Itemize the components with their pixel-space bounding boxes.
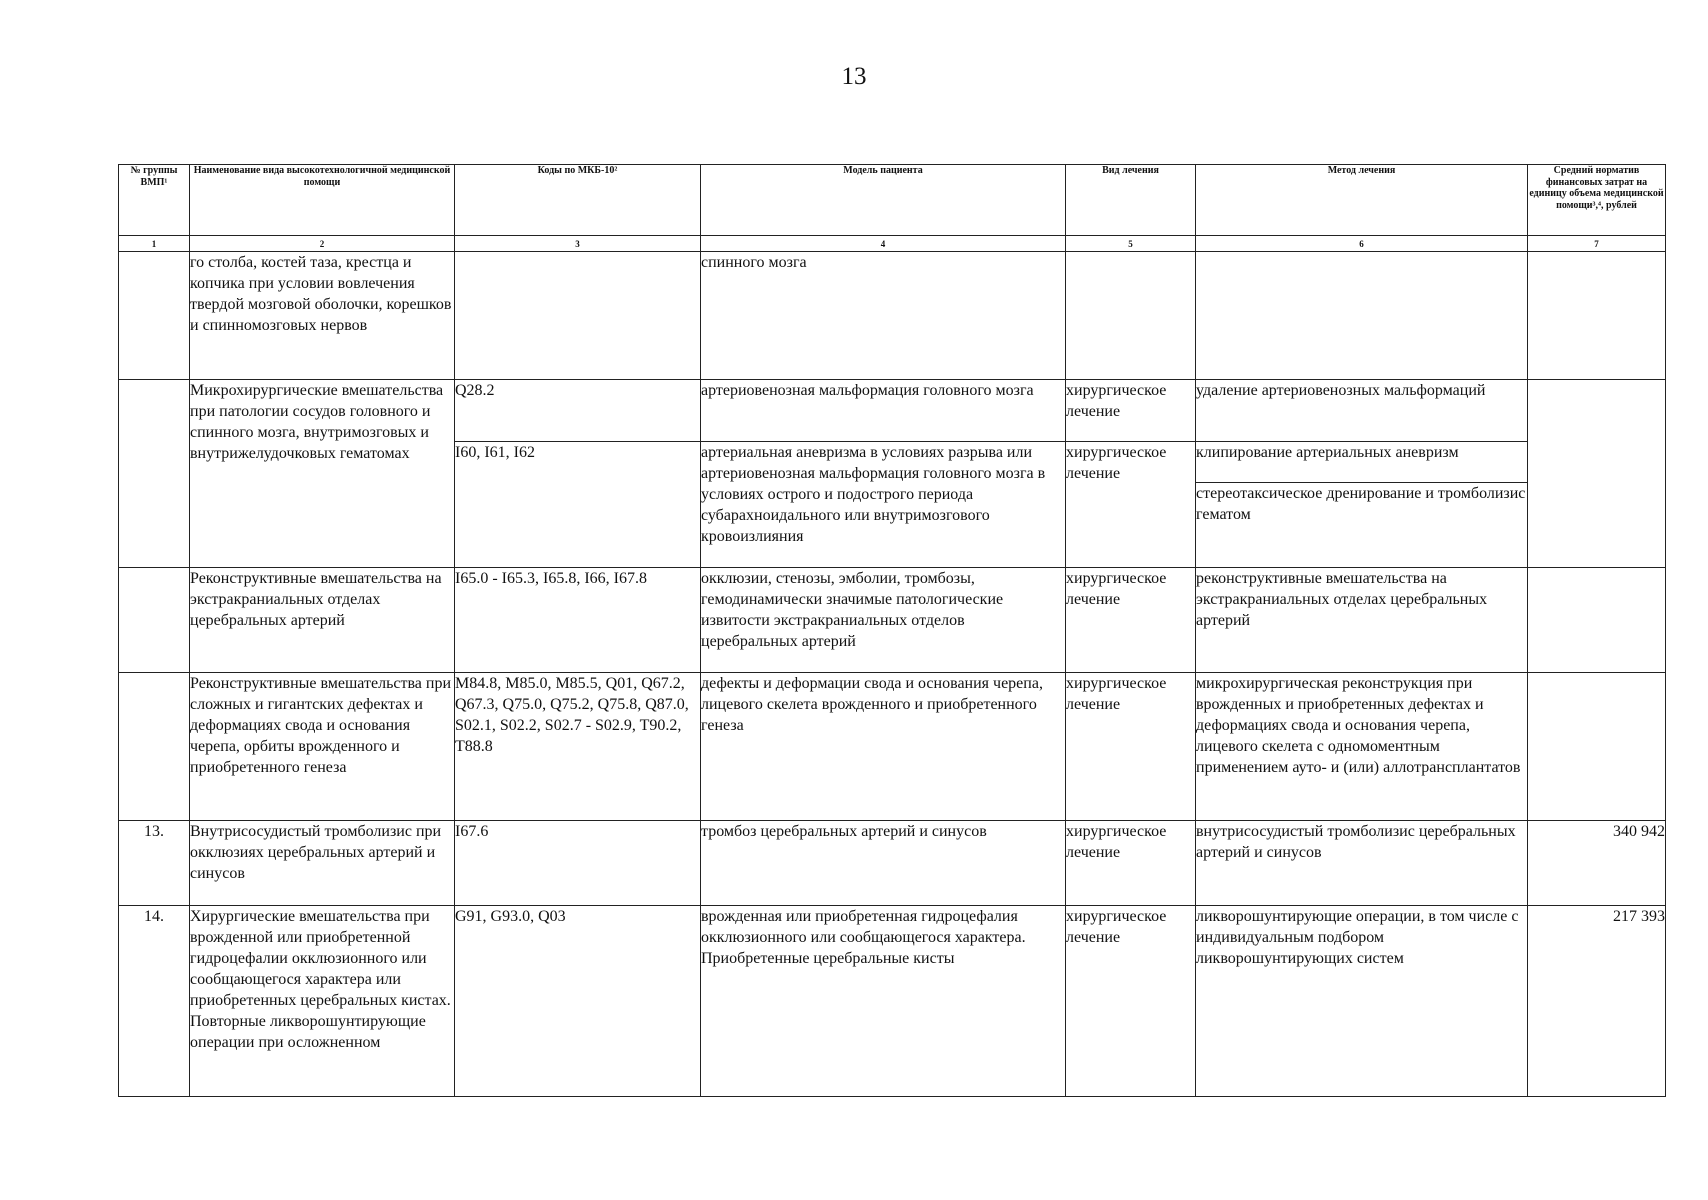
- header-patient-model: Модель пациента: [701, 165, 1066, 236]
- care-type-cell: го столба, костей таза, крестца и копчика при условии вовлечения твердой мозговой оболочки, корешков и спинномозговых нервов: [190, 252, 455, 380]
- icd-codes-cell: I67.6: [455, 821, 701, 906]
- treatment-method-cell: [1196, 252, 1528, 380]
- table-row: [119, 906, 1666, 1097]
- icd-codes-cell: I65.0 - I65.3, I65.8, I66, I67.8: [455, 568, 701, 673]
- column-number: 7: [1528, 236, 1666, 252]
- header-group-number: № группы ВМП¹: [119, 165, 190, 236]
- icd-codes-cell: Q28.2: [455, 380, 701, 442]
- table-row: [119, 673, 1666, 821]
- header-treatment-type: Вид лечения: [1066, 165, 1196, 236]
- table-row: [119, 821, 1666, 906]
- patient-model-cell: тромбоз церебральных артерий и синусов: [701, 821, 1066, 906]
- cost-cell: [1528, 673, 1666, 821]
- patient-model-cell: окклюзии, стенозы, эмболии, тромбозы, гемодинамически значимые патологические извитости экстракраниальных отделов церебральных артерий: [701, 568, 1066, 673]
- treatment-method-cell: стереотаксическое дренирование и тромболизис гематом: [1196, 483, 1528, 568]
- group-number-cell: [119, 568, 190, 673]
- treatment-method-cell: удаление артериовенозных мальформаций: [1196, 380, 1528, 442]
- header-care-type: Наименование вида высокотехнологичной медицинской помощи: [190, 165, 455, 236]
- group-number-cell: [119, 252, 190, 380]
- patient-model-cell: врожденная или приобретенная гидроцефалия окклюзионного или сообщающегося характера. Приобретенные церебральные кисты: [701, 906, 1066, 1097]
- treatment-type-cell: хирургическое лечение: [1066, 442, 1196, 568]
- table-row: [119, 252, 1666, 380]
- group-number-cell: [119, 380, 190, 568]
- header-treatment-method: Метод лечения: [1196, 165, 1528, 236]
- header-icd-codes: Коды по МКБ-10²: [455, 165, 701, 236]
- group-number-cell: 13.: [119, 821, 190, 906]
- care-type-cell: Внутрисосудистый тромболизис при окклюзиях церебральных артерий и синусов: [190, 821, 455, 906]
- treatment-type-cell: хирургическое лечение: [1066, 673, 1196, 821]
- treatment-method-cell: реконструктивные вмешательства на экстракраниальных отделах церебральных артерий: [1196, 568, 1528, 673]
- treatment-method-cell: клипирование артериальных аневризм: [1196, 442, 1528, 483]
- icd-codes-cell: [455, 252, 701, 380]
- care-type-cell: Реконструктивные вмешательства при сложных и гигантских дефектах и деформациях свода и основания черепа, орбиты врожденного и приобретенного генеза: [190, 673, 455, 821]
- treatment-method-cell: ликворошунтирующие операции, в том числе с индивидуальным подбором ликворошунтирующих систем: [1196, 906, 1528, 1097]
- header-cost-standard: Средний норматив финансовых затрат на единицу объема медицинской помощи³,⁴, рублей: [1528, 165, 1666, 236]
- treatment-type-cell: [1066, 252, 1196, 380]
- patient-model-cell: дефекты и деформации свода и основания черепа, лицевого скелета врожденного и приобретенного генеза: [701, 673, 1066, 821]
- cost-cell: 340 942: [1528, 821, 1666, 906]
- column-number: 2: [190, 236, 455, 252]
- care-type-cell: Хирургические вмешательства при врожденной или приобретенной гидроцефалии окклюзионного или сообщающегося характера или приобретенных церебральных кистах. Повторные ликворошунтирующие операции при осложненном: [190, 906, 455, 1097]
- patient-model-cell: спинного мозга: [701, 252, 1066, 380]
- table-row: [119, 380, 1666, 442]
- treatment-type-cell: хирургическое лечение: [1066, 821, 1196, 906]
- column-number: 3: [455, 236, 701, 252]
- patient-model-cell: артериовенозная мальформация головного мозга: [701, 380, 1066, 442]
- group-number-cell: [119, 673, 190, 821]
- treatment-method-cell: внутрисосудистый тромболизис церебральных артерий и синусов: [1196, 821, 1528, 906]
- cost-cell: [1528, 252, 1666, 380]
- page-number: 13: [841, 63, 867, 90]
- column-number: 1: [119, 236, 190, 252]
- column-number: 5: [1066, 236, 1196, 252]
- cost-cell: [1528, 568, 1666, 673]
- treatment-type-cell: хирургическое лечение: [1066, 380, 1196, 442]
- cost-cell: [1528, 380, 1666, 568]
- care-type-cell: Реконструктивные вмешательства на экстракраниальных отделах церебральных артерий: [190, 568, 455, 673]
- cost-cell: 217 393: [1528, 906, 1666, 1097]
- column-number: 6: [1196, 236, 1528, 252]
- icd-codes-cell: I60, I61, I62: [455, 442, 701, 568]
- care-type-cell: Микрохирургические вмешательства при патологии сосудов головного и спинного мозга, внутримозговых и внутрижелудочковых гематомах: [190, 380, 455, 568]
- icd-codes-cell: M84.8, M85.0, M85.5, Q01, Q67.2, Q67.3, Q75.0, Q75.2, Q75.8, Q87.0, S02.1, S02.2, S02.7 - S02.9, T90.2, T88.8: [455, 673, 701, 821]
- vmp-table: [118, 164, 1666, 1097]
- column-number: 4: [701, 236, 1066, 252]
- patient-model-cell: артериальная аневризма в условиях разрыва или артериовенозная мальформация головного мозга в условиях острого и подострого периода субарахноидального или внутримозгового кровоизлияния: [701, 442, 1066, 568]
- treatment-type-cell: хирургическое лечение: [1066, 568, 1196, 673]
- treatment-method-cell: микрохирургическая реконструкция при врожденных и приобретенных дефектах и деформациях свода и основания черепа, лицевого скелета с одномоментным применением ауто- и (или) аллотрансплантатов: [1196, 673, 1528, 821]
- table-row: [119, 568, 1666, 673]
- treatment-type-cell: хирургическое лечение: [1066, 906, 1196, 1097]
- header-row: [119, 165, 1666, 236]
- icd-codes-cell: G91, G93.0, Q03: [455, 906, 701, 1097]
- group-number-cell: 14.: [119, 906, 190, 1097]
- column-number-row: [119, 236, 1666, 252]
